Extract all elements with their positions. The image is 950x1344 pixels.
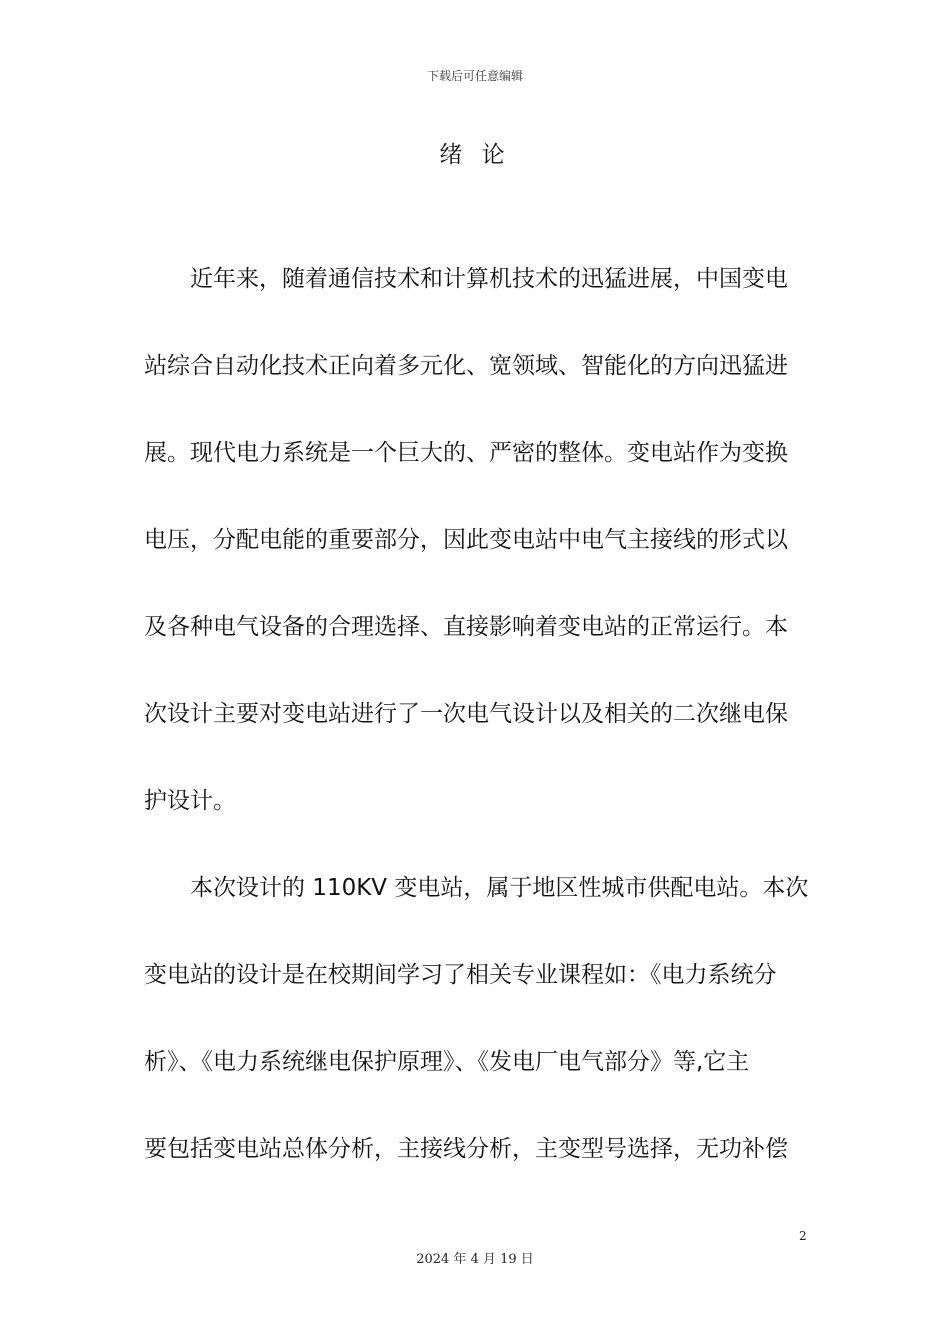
- paragraph-2-line-1: 本次设计的 110KV 变电站，属于地区性城市供配电站。本次: [190, 875, 809, 901]
- footer-date: 2024 年 4 月 19 日: [416, 1252, 534, 1267]
- paragraph-1-line-6: 次设计主要对变电站进行了一次电气设计以及相关的二次继电保: [144, 701, 788, 727]
- paragraph-1-line-2: 站综合自动化技术正向着多元化、宽领域、智能化的方向迅猛进: [144, 353, 788, 379]
- paragraph-2-line-2: 变电站的设计是在校期间学习了相关专业课程如：《电力系统分: [144, 962, 777, 988]
- paragraph-2-line-4: 要包括变电站总体分析，主接线分析，主变型号选择，无功补偿: [144, 1136, 788, 1162]
- page-title: 绪 论: [439, 142, 511, 168]
- paragraph-2-line-3: 析》、《电力系统继电保护原理》、《发电厂电气部分》等,它主: [144, 1049, 750, 1075]
- paragraph-1-line-7: 护设计。: [144, 788, 236, 814]
- paragraph-1-line-5: 及各种电气设备的合理选择、直接影响着变电站的正常运行。本: [144, 614, 788, 640]
- paragraph-1-line-3: 展。现代电力系统是一个巨大的、严密的整体。变电站作为变换: [144, 440, 788, 466]
- page-number: 2: [799, 1229, 807, 1243]
- header-note: 下载后可任意编辑: [426, 69, 523, 83]
- body-text: [144, 252, 809, 1209]
- paragraph-1-line-1: 近年来，随着通信技术和计算机技术的迅猛进展，中国变电: [190, 266, 788, 292]
- paragraph-1-line-4: 电压，分配电能的重要部分，因此变电站中电气主接线的形式以: [144, 527, 788, 553]
